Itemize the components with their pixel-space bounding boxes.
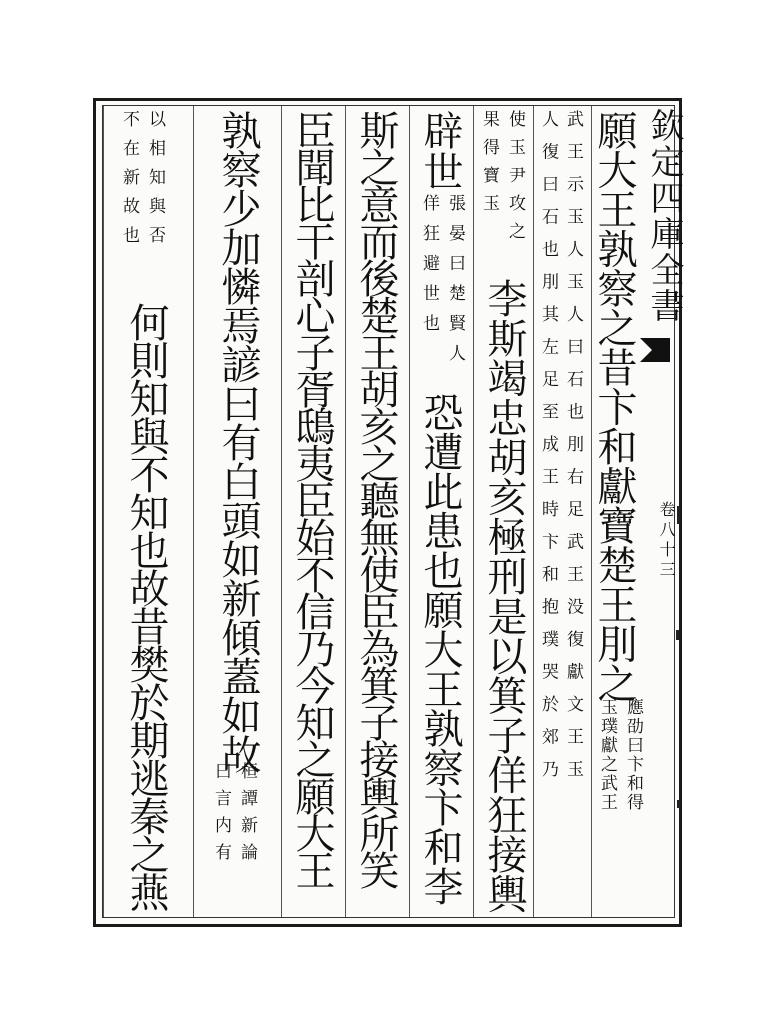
text-block: [102, 105, 684, 918]
annotation-text: 使玉尹攻之: [505, 110, 525, 250]
main-text: 臣聞比干剖心子胥鴟夷臣始不信乃今知之願大王: [289, 110, 335, 887]
main-text: 李斯竭忠胡亥極刑是以箕子佯狂接輿: [481, 278, 527, 914]
text-column-8: [103, 106, 194, 917]
text-column-1: [591, 106, 651, 917]
annotation-text: 桓譚新論: [237, 762, 257, 870]
edge-mark: [676, 630, 679, 640]
edge-mark: [677, 506, 680, 524]
page-frame: [93, 98, 682, 927]
main-text: 孰察少加憐焉諺曰有白頭如新傾蓋如故: [215, 110, 261, 773]
text-column-2: [533, 106, 592, 917]
annotation-text: 武王示玉人玉人曰石也刖右足武王没復獻文王玉: [563, 110, 583, 793]
text-column-7: [193, 106, 282, 917]
text-column-3: [473, 106, 534, 917]
main-text: 恐遭此患也願大王孰察卞和李: [417, 392, 463, 906]
annotation-text: 果得寶玉: [479, 110, 499, 222]
main-text: 辟世: [417, 110, 463, 192]
edge-mark: [677, 800, 680, 808]
annotation-text: 不在新故也: [119, 110, 139, 255]
main-text: 斯之意而後楚王胡亥之聽無使臣為箕子接輿所笑: [353, 110, 399, 887]
book-title: 欽定四庫全書: [644, 108, 684, 324]
banner-column: [644, 106, 684, 917]
annotation-text: 應劭曰卞和得: [623, 698, 643, 812]
main-text: 願大王孰察之昔卞和獻寶楚王刖之: [591, 110, 637, 703]
annotation-text: 張晏曰楚賢人: [445, 194, 465, 374]
volume-label: 卷八十三: [657, 501, 676, 581]
annotation-text: 曰言内有: [211, 762, 231, 870]
text-column-4: [409, 106, 474, 917]
text-column-6: [281, 106, 346, 917]
annotation-text: 人復曰石也刖其左足至成王時卞和抱璞哭於郊乃: [538, 110, 558, 793]
text-column-5: [345, 106, 410, 917]
annotation-text: 佯狂避世也: [419, 194, 439, 344]
main-text: 何則知與不知也故昔樊於期逃秦之燕: [123, 302, 169, 910]
annotation-text: 玉璞獻之武王: [597, 698, 617, 812]
annotation-text: 以相知與否: [145, 110, 165, 255]
